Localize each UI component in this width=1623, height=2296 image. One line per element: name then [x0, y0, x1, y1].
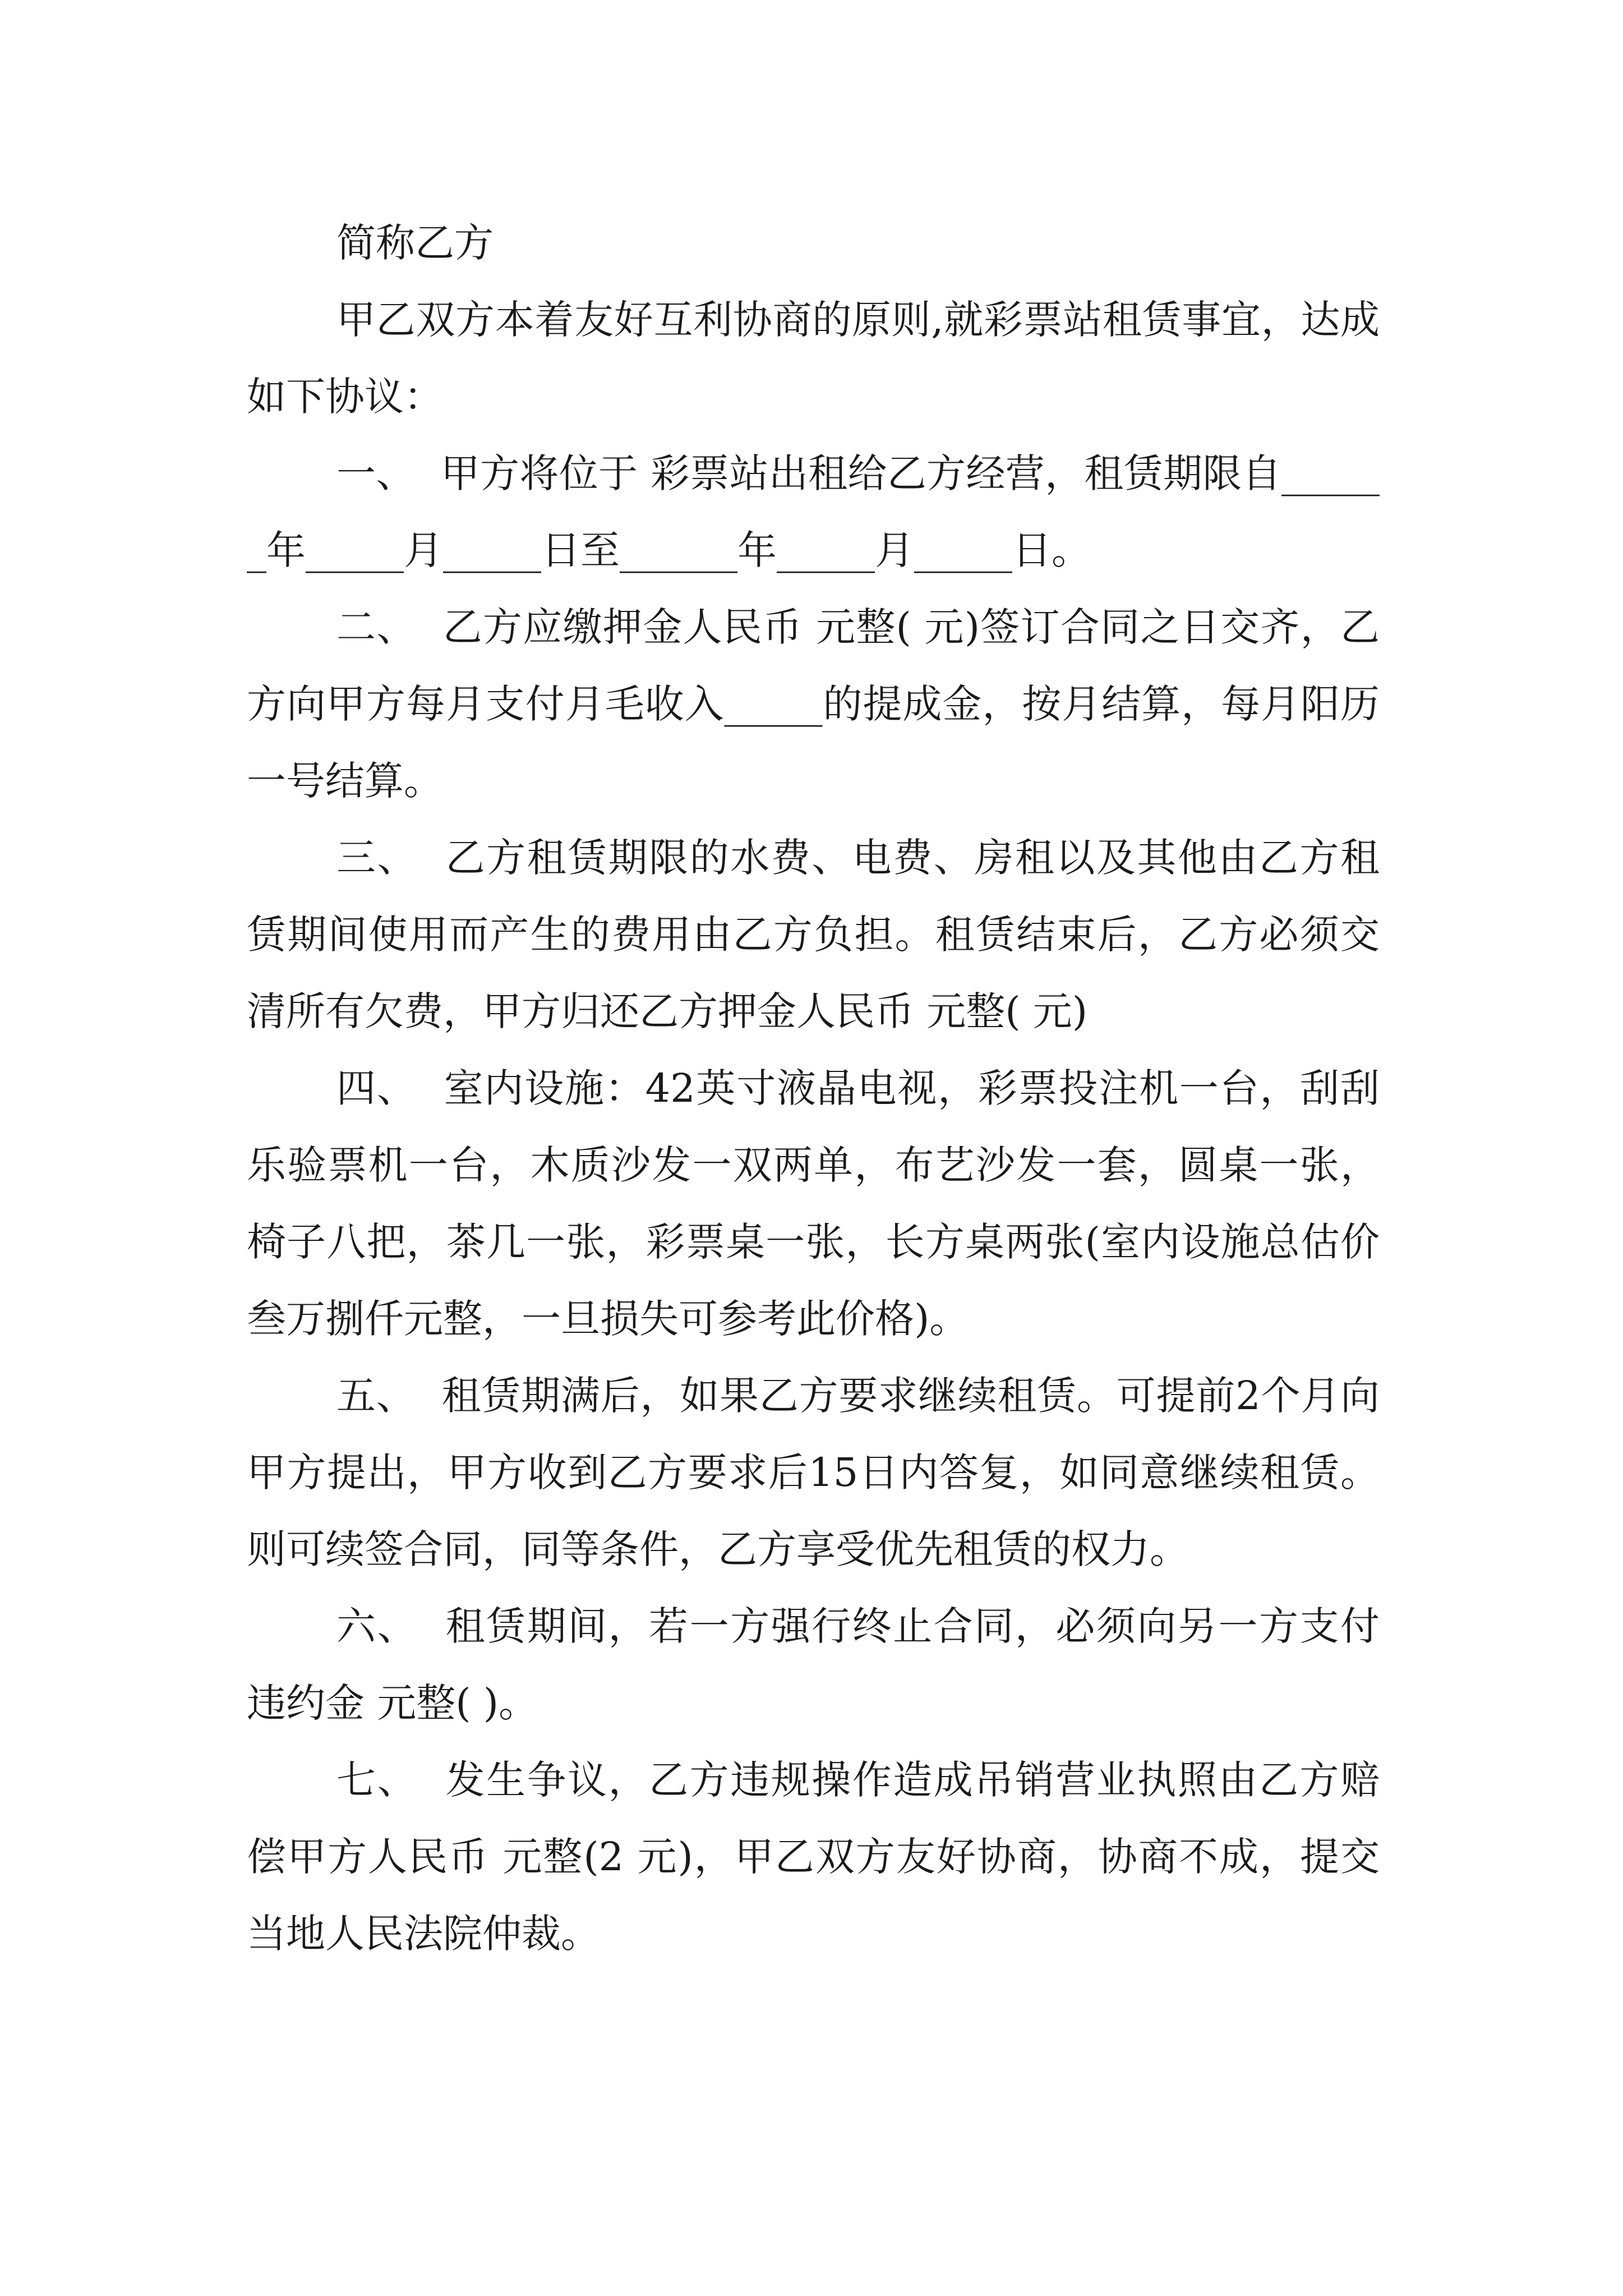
clause-6-termination: 六、 租赁期间，若一方强行终止合同，必须向另一方支付违约金 元整( )。: [247, 1603, 1380, 1726]
clause-7-disputes: 七、 发生争议，乙方违规操作造成吊销营业执照由乙方赔偿甲方人民币 元整(2 元)，甲乙双方友好协商，协商不成，提交当地人民法院仲裁。: [247, 1757, 1380, 1957]
clause-3-expenses: 三、 乙方租赁期限的水费、电费、房租以及其他由乙方租赁期间使用而产生的费用由乙方负担。租赁结束后，乙方必须交清所有欠费，甲方归还乙方押金人民币 元整( 元): [247, 835, 1380, 1034]
clause-4-facilities: 四、 室内设施：42英寸液晶电视，彩票投注机一台，刮刮乐验票机一台，木质沙发一双两单，布艺沙发一套，圆桌一张，椅子八把，茶几一张，彩票桌一张，长方桌两张(室内设施总估价叁万捌仟元整，一旦损失可参考此价格)。: [247, 1065, 1380, 1342]
clause-2-deposit: 二、 乙方应缴押金人民币 元整( 元)签订合同之日交齐，乙方向甲方每月支付月毛收入_____的提成金，按月结算，每月阳历一号结算。: [247, 604, 1380, 804]
paragraph-short-name: 简称乙方: [336, 220, 494, 266]
clause-1-lease-term: 一、 甲方将位于 彩票站出租给乙方经营，租赁期限自______年_____月_____日至______年_____月_____日。: [247, 450, 1380, 573]
contract-body: [247, 205, 1380, 1972]
clause-5-renewal: 五、 租赁期满后，如果乙方要求继续租赁。可提前2个月向甲方提出，甲方收到乙方要求后15日内答复，如同意继续租赁。则可续签合同，同等条件，乙方享受优先租赁的权力。: [247, 1373, 1380, 1572]
paragraph-preamble: 甲乙双方本着友好互利协商的原则,就彩票站租赁事宜，达成如下协议：: [247, 297, 1380, 420]
